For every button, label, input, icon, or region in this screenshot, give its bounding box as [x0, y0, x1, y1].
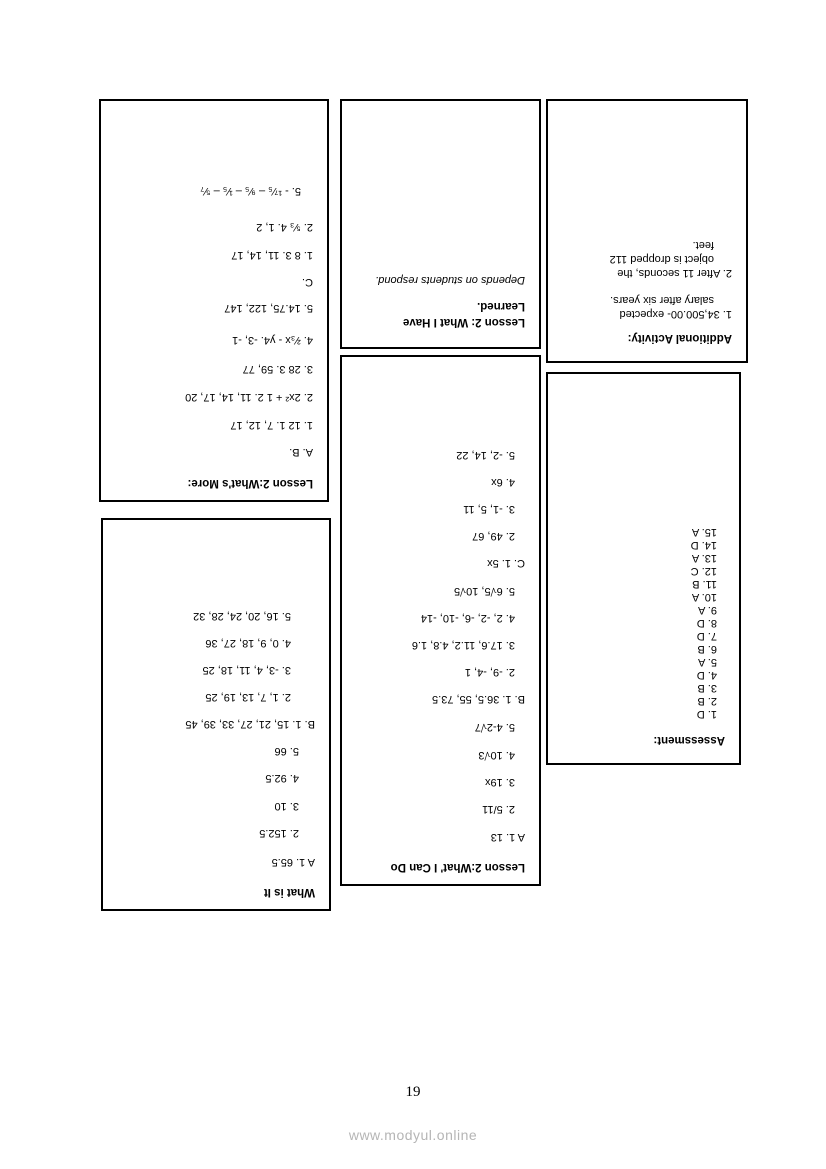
what-i-can-do-line: C. 1. 5x — [487, 557, 525, 569]
what-is-it-line: 4. 92.5 — [265, 772, 299, 784]
assessment-answer: 5. A — [698, 656, 717, 668]
assessment-answer: 8. D — [696, 617, 717, 629]
assessment-answer: 3. B — [697, 682, 717, 694]
assessment-title: Assessment: — [653, 734, 725, 746]
assessment-answer: 10. A — [691, 591, 717, 603]
assessment-answer: 14. D — [690, 539, 717, 551]
what-i-can-do-line: 2. 5/11 — [482, 803, 515, 815]
what-is-it-box — [101, 518, 331, 911]
what-i-can-do-content — [342, 357, 539, 884]
additional-activity-line: 1. 34,500.00- expected — [619, 308, 732, 320]
additional-activity-line: 2. After 11 seconds, the — [617, 267, 732, 279]
what-i-can-do-line: 3. 17.6, 11.2, 4.8, 1.6 — [411, 639, 515, 651]
what-is-it-line: 5. 66 — [274, 745, 299, 757]
whats-more-line: 3. 28 3. 59, 77 — [242, 363, 313, 375]
assessment-answer: 15. A — [691, 526, 717, 538]
additional-activity-line: feet. — [692, 239, 714, 251]
what-i-can-do-title: Lesson 2:What' I Can Do — [390, 861, 525, 873]
what-i-have-learned-box — [340, 99, 541, 349]
what-is-it-line: 5. 16, 20, 24, 28, 32 — [193, 610, 291, 622]
what-i-can-do-line: 5. 4-2√7 — [474, 721, 515, 733]
whats-more-line: A. B. — [289, 446, 313, 458]
what-is-it-title: What is It — [263, 886, 315, 898]
what-i-can-do-line: 2. 49, 67 — [472, 530, 515, 542]
assessment-answer: 2. B — [697, 695, 717, 707]
whats-more-line: 5. 14.75, 122, 147 — [224, 302, 313, 314]
what-i-can-do-line: 2. -9, -4, 1 — [464, 666, 515, 678]
what-i-can-do-line: 4. 6x — [491, 476, 515, 488]
what-i-can-do-line: 3. 19x — [485, 776, 515, 788]
assessment-answer: 11. B — [692, 578, 717, 590]
what-i-have-learned-body: Depends on students respond. — [375, 274, 525, 286]
what-is-it-line: 3. -3, 4, 11, 18, 25 — [202, 664, 291, 676]
additional-activity-line: salary after six years. — [610, 294, 714, 306]
what-i-can-do-line: 5. -2, 14, 22 — [456, 449, 515, 461]
watermark: www.modyul.online — [348, 1127, 478, 1143]
what-i-have-learned-title: Lesson 2: What I Have Learned. — [402, 300, 525, 328]
whats-more-line: 4. ²⁄₃x - y4. -3, -1 — [232, 334, 313, 346]
assessment-answer: 13. A — [691, 552, 717, 564]
assessment-answer: 4. D — [696, 669, 717, 681]
additional-activity-content — [548, 101, 746, 361]
what-i-can-do-line: 5. 6√5, 10√5 — [453, 585, 515, 597]
what-is-it-line: 2. 152.5 — [259, 827, 299, 839]
whats-more-line: C. — [302, 276, 313, 288]
assessment-answer: 12. C — [690, 565, 717, 577]
what-is-it-line: A 1. 65.5 — [271, 856, 315, 868]
assessment-answer: 9. A — [698, 604, 717, 616]
whats-more-line: 2. 2x² + 1 2. 11, 14, 17, 20 — [185, 391, 313, 403]
whats-more-line: 2. ⁵⁄₃ 4. 1, 2 — [256, 221, 313, 233]
what-is-it-content — [103, 520, 329, 909]
what-is-it-line: 3. 10 — [274, 800, 299, 812]
page-number: 19 — [405, 1084, 421, 1100]
what-i-can-do-line: B. 1. 36.5, 55, 73.5 — [432, 693, 525, 705]
what-i-can-do-line: 4. 10√3 — [478, 749, 515, 761]
what-is-it-line: 2. 1, 7, 13, 19, 25 — [205, 691, 291, 703]
additional-activity-title: Additional Activity: — [627, 332, 732, 344]
assessment-box — [546, 372, 741, 765]
additional-activity-line: object is dropped 112 — [609, 253, 714, 265]
whats-more-title: Lesson 2:What's More: — [187, 477, 313, 489]
what-i-can-do-box — [340, 355, 541, 886]
whats-more-line: 1. 12 1. 7, 12, 17 — [230, 419, 313, 431]
what-i-can-do-line: 3. -1, 5, 11 — [463, 503, 515, 515]
assessment-answer: 7. D — [696, 630, 717, 642]
whats-more-line: 1. 8 3. 11, 14, 17 — [231, 249, 313, 261]
what-is-it-line: B. 1. 15, 21, 27, 33, 39, 45 — [185, 718, 315, 730]
additional-activity-box — [546, 99, 748, 363]
what-is-it-line: 4. 0, 9, 18, 27, 36 — [205, 637, 291, 649]
whats-more-content — [101, 101, 327, 500]
what-i-have-learned-content — [342, 101, 539, 347]
assessment-answer: 1. D — [696, 708, 717, 720]
whats-more-box — [99, 99, 329, 502]
assessment-content — [548, 374, 739, 763]
assessment-answer: 6. B — [697, 643, 717, 655]
what-i-can-do-line: A 1. 13 — [490, 831, 525, 843]
whats-more-line: 5. - ¹⁷⁄₅ – ⁹⁄₅ – ¹⁄₅ – ⁵⁄₇ — [200, 185, 301, 197]
what-i-can-do-line: 4. 2, -2, -6, -10, -14 — [420, 612, 515, 624]
